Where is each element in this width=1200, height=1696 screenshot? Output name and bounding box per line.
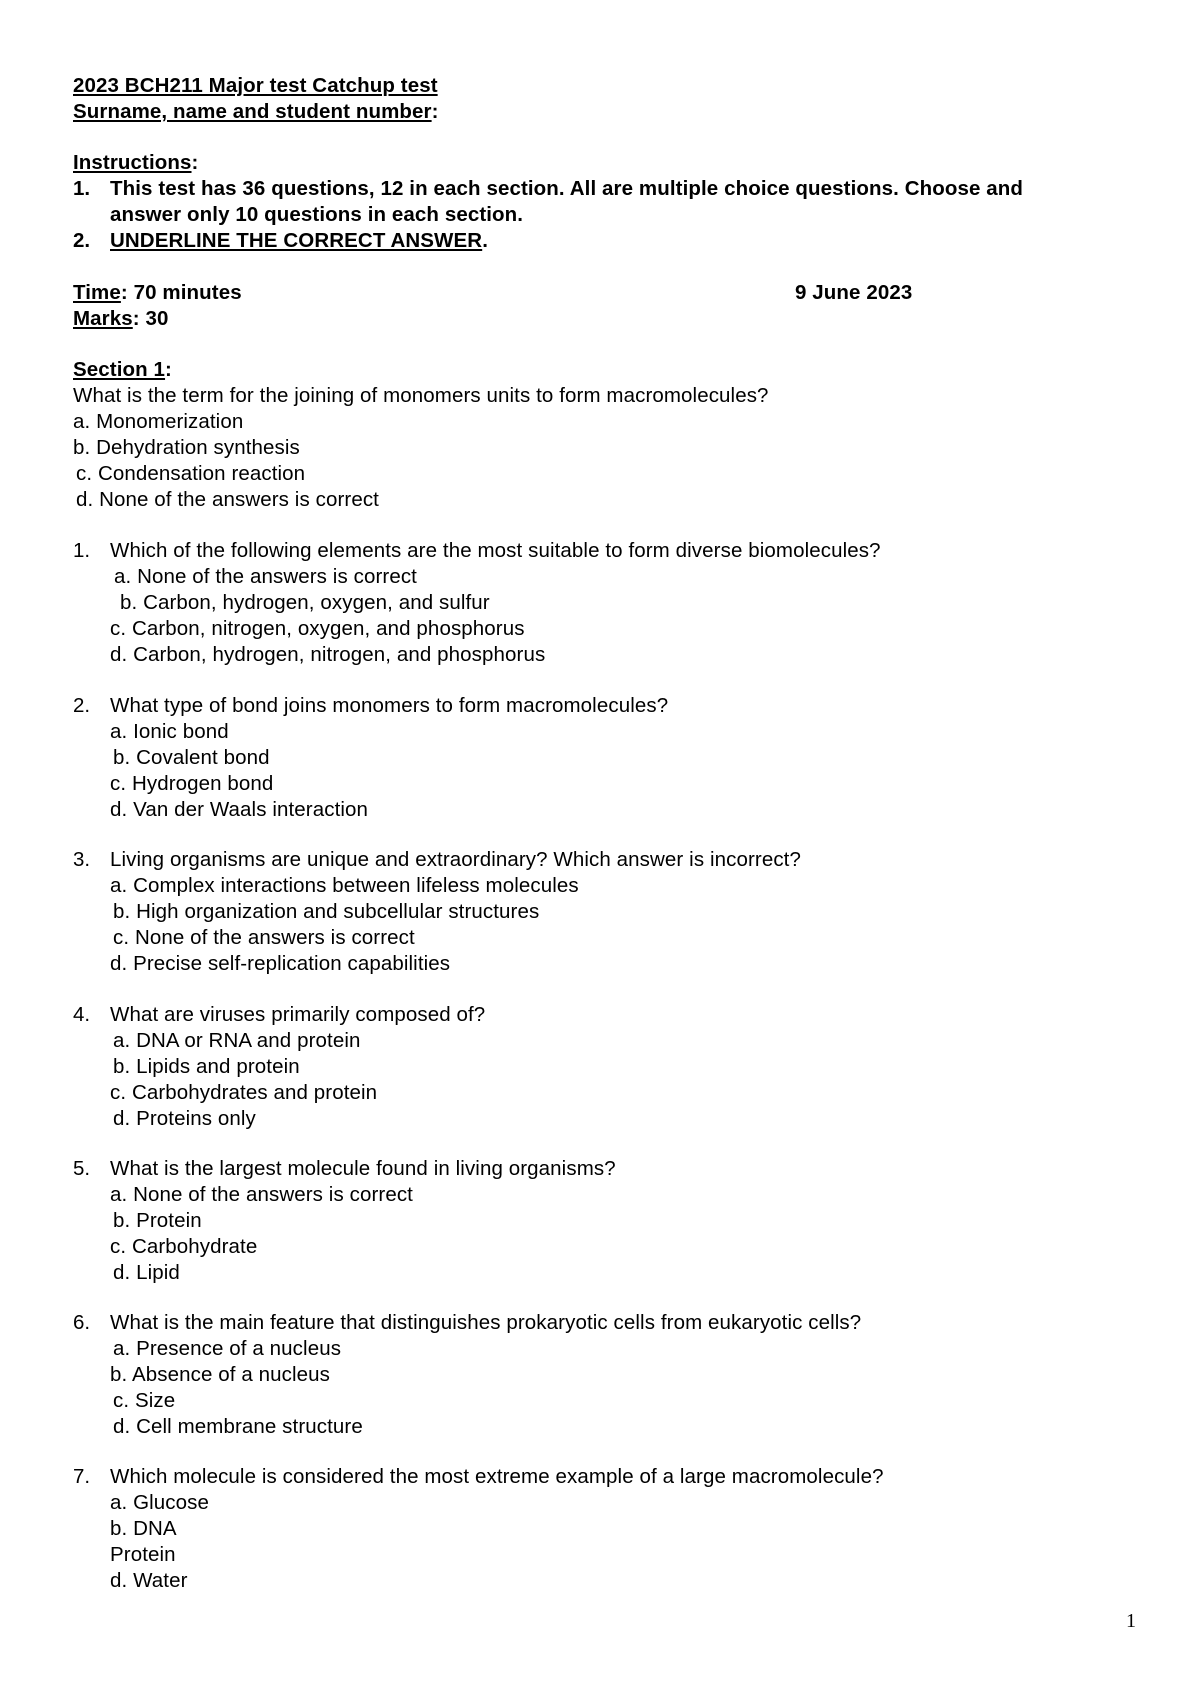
question-text: Which molecule is considered the most extreme example of a large macromolecule?: [110, 1465, 884, 1488]
answer-option[interactable]: d. Lipid: [113, 1261, 180, 1284]
answer-option[interactable]: d. Van der Waals interaction: [110, 798, 369, 821]
answer-option[interactable]: c. Carbohydrate: [110, 1235, 258, 1258]
marks-line: Marks: 30: [73, 307, 169, 330]
answer-option[interactable]: b. Dehydration synthesis: [73, 436, 300, 459]
answer-option[interactable]: d. Water: [110, 1569, 188, 1592]
question-text: What is the term for the joining of monomers units to form macromolecules?: [73, 384, 769, 407]
instruction-text: answer only 10 questions in each section.: [110, 203, 524, 226]
question-text: What is the main feature that distinguishes prokaryotic cells from eukaryotic cells?: [110, 1311, 862, 1334]
instruction-number: 1.: [73, 177, 91, 200]
instruction-text: This test has 36 questions, 12 in each section. All are multiple choice questions. Choose and: [110, 177, 1024, 200]
answer-option[interactable]: c. Hydrogen bond: [110, 772, 274, 795]
instructions-heading: Instructions:: [73, 151, 199, 174]
question-text: Which of the following elements are the most suitable to form diverse biomolecules?: [110, 539, 881, 562]
answer-option[interactable]: d. Precise self-replication capabilities: [110, 952, 451, 975]
time-line: Time: 70 minutes: [73, 281, 242, 304]
answer-option[interactable]: b. Protein: [113, 1209, 202, 1232]
page-number: 1: [1126, 1610, 1136, 1632]
question-number: 1.: [73, 539, 91, 562]
question-text: What type of bond joins monomers to form macromolecules?: [110, 694, 669, 717]
answer-option[interactable]: c. Carbohydrates and protein: [110, 1081, 378, 1104]
answer-option[interactable]: c. Condensation reaction: [76, 462, 306, 485]
question-number: 7.: [73, 1465, 91, 1488]
section-heading: Section 1:: [73, 358, 172, 381]
student-name-line: Surname, name and student number:: [73, 100, 439, 123]
question-number: 4.: [73, 1003, 91, 1026]
test-date: 9 June 2023: [795, 281, 913, 304]
instruction-text: UNDERLINE THE CORRECT ANSWER.: [110, 229, 488, 252]
answer-option[interactable]: a. None of the answers is correct: [114, 565, 417, 588]
answer-option[interactable]: d. Proteins only: [113, 1107, 256, 1130]
answer-option[interactable]: b. Absence of a nucleus: [110, 1363, 330, 1386]
answer-option[interactable]: c. Size: [113, 1389, 176, 1412]
document-title: 2023 BCH211 Major test Catchup test: [73, 74, 438, 97]
question-text: What are viruses primarily composed of?: [110, 1003, 486, 1026]
answer-option[interactable]: d. None of the answers is correct: [76, 488, 379, 511]
question-number: 3.: [73, 848, 91, 871]
answer-option[interactable]: d. Carbon, hydrogen, nitrogen, and phosphorus: [110, 643, 546, 666]
answer-option[interactable]: c. None of the answers is correct: [113, 926, 415, 949]
answer-option[interactable]: Protein: [110, 1543, 176, 1566]
student-name-label: Surname, name and student number: [73, 100, 432, 123]
answer-option[interactable]: c. Carbon, nitrogen, oxygen, and phosphorus: [110, 617, 525, 640]
instruction-number: 2.: [73, 229, 91, 252]
answer-option[interactable]: a. Ionic bond: [110, 720, 229, 743]
answer-option[interactable]: b. High organization and subcellular structures: [113, 900, 540, 923]
question-number: 5.: [73, 1157, 91, 1180]
answer-option[interactable]: a. Monomerization: [73, 410, 244, 433]
question-text: Living organisms are unique and extraordinary? Which answer is incorrect?: [110, 848, 801, 871]
answer-option[interactable]: a. DNA or RNA and protein: [113, 1029, 361, 1052]
answer-option[interactable]: a. None of the answers is correct: [110, 1183, 413, 1206]
answer-option[interactable]: a. Presence of a nucleus: [113, 1337, 342, 1360]
answer-option[interactable]: b. Carbon, hydrogen, oxygen, and sulfur: [120, 591, 490, 614]
answer-option[interactable]: b. Lipids and protein: [113, 1055, 300, 1078]
question-text: What is the largest molecule found in living organisms?: [110, 1157, 616, 1180]
answer-option[interactable]: a. Glucose: [110, 1491, 209, 1514]
answer-option[interactable]: b. Covalent bond: [113, 746, 270, 769]
answer-option[interactable]: a. Complex interactions between lifeless molecules: [110, 874, 579, 897]
answer-option[interactable]: d. Cell membrane structure: [113, 1415, 363, 1438]
question-number: 2.: [73, 694, 91, 717]
question-number: 6.: [73, 1311, 91, 1334]
answer-option[interactable]: b. DNA: [110, 1517, 177, 1540]
